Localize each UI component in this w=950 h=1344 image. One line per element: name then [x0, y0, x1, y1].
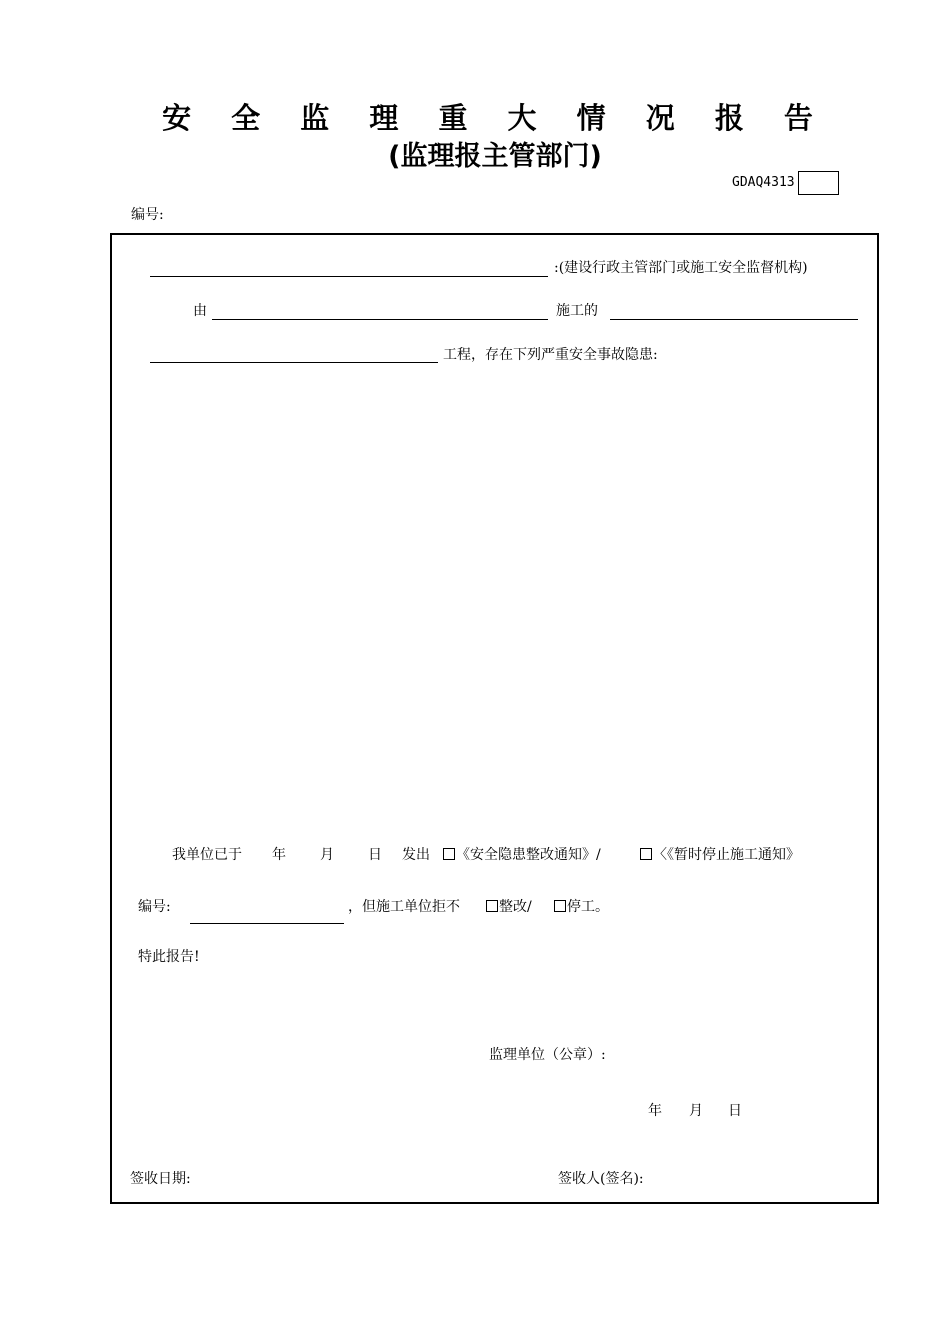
special-report: 特此报告!: [138, 949, 200, 965]
date-day: 日: [728, 1103, 742, 1119]
checkbox-icon[interactable]: [640, 848, 652, 860]
checkbox-icon[interactable]: [486, 900, 498, 912]
recipient-suffix: :(建设行政主管部门或施工安全监督机构): [554, 260, 808, 276]
refusal-option-rectify-label: 整改/: [499, 899, 532, 915]
serial-label: 编号:: [131, 207, 164, 223]
date-year: 年: [648, 1103, 662, 1119]
notice-option-stop[interactable]: [640, 844, 800, 864]
notice-issued: 发出: [402, 847, 430, 863]
notice-option-rectify[interactable]: [443, 844, 601, 864]
notice-prefix: 我单位已于: [172, 847, 242, 863]
supervisor-label: 监理单位（公章）:: [489, 1047, 606, 1063]
notice-option-rectify-label: 《安全隐患整改通知》/: [456, 847, 601, 863]
form-code-box[interactable]: [798, 171, 839, 195]
project-name-field[interactable]: [610, 319, 858, 320]
notice-serial-field[interactable]: [190, 923, 344, 924]
notice-month: 月: [320, 847, 334, 863]
project-suffix: 工程，存在下列严重安全事故隐患:: [443, 347, 658, 363]
checkbox-icon[interactable]: [554, 900, 566, 912]
refusal-option-stop[interactable]: [554, 896, 609, 916]
notice-option-stop-label: 〈《暂时停止施工通知》: [653, 847, 800, 863]
refusal-option-stop-label: 停工。: [567, 899, 609, 915]
construct-label: 施工的: [556, 303, 598, 319]
contractor-field[interactable]: [212, 319, 548, 320]
page-subtitle: (监理报主管部门): [388, 141, 602, 172]
receiver-label: 签收人(签名):: [558, 1171, 644, 1187]
notice-serial-label: 编号:: [138, 899, 171, 915]
by-label: 由: [193, 303, 207, 319]
checkbox-icon[interactable]: [443, 848, 455, 860]
recipient-field[interactable]: [150, 276, 548, 277]
form-code: GDAQ4313: [732, 175, 795, 190]
project-field[interactable]: [150, 362, 438, 363]
page-title: 安 全 监 理 重 大 情 况 报 告: [162, 101, 828, 135]
notice-year: 年: [272, 847, 286, 863]
receipt-date-label: 签收日期:: [130, 1171, 191, 1187]
date-month: 月: [689, 1103, 703, 1119]
refusal-text: ，但施工单位拒不: [348, 899, 460, 915]
notice-day: 日: [368, 847, 382, 863]
refusal-option-rectify[interactable]: [486, 896, 532, 916]
